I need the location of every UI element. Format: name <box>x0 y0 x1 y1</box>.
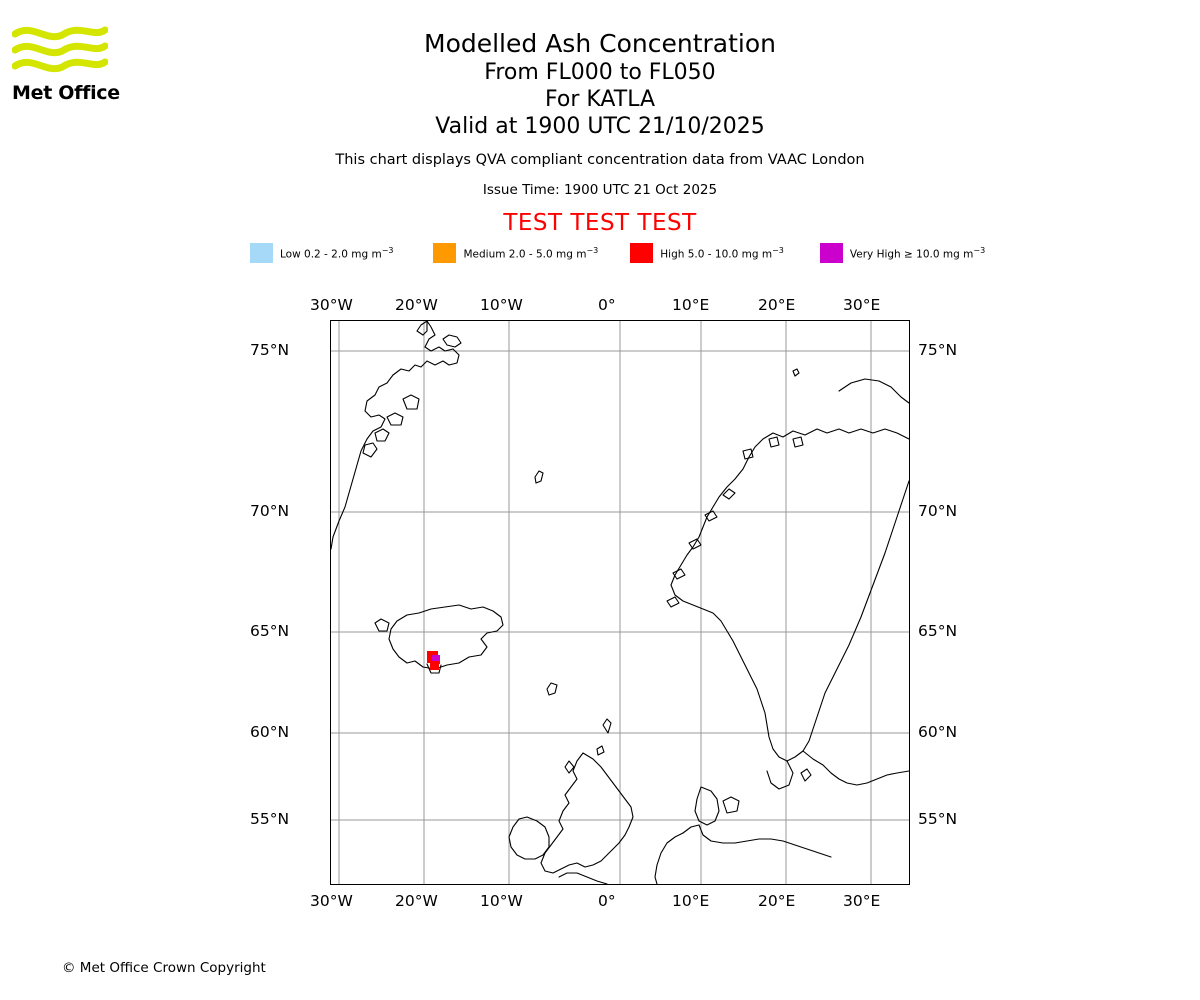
lon-tick-bottom-4: 10°E <box>672 892 710 910</box>
legend-swatch-very-high <box>820 243 843 263</box>
legend-label-very-high: Very High ≥ 10.0 mg $m^{-3}$ <box>849 245 986 261</box>
chart-header <box>0 28 1200 236</box>
qva-note: This chart displays QVA compliant concentration data from VAAC London <box>335 152 865 168</box>
legend-item-high <box>630 242 784 264</box>
test-banner: TEST TEST TEST <box>503 210 697 236</box>
lat-tick-right-3: 60°N <box>918 723 958 741</box>
legend-swatch-low <box>250 243 273 263</box>
lon-tick-bottom-3: 0° <box>598 892 616 910</box>
lon-tick-top-6: 30°E <box>843 296 881 314</box>
legend-label-medium: Medium 2.0 - 5.0 mg $m^{-3}$ <box>463 245 599 261</box>
lat-tick-right-2: 65°N <box>918 622 958 640</box>
lon-tick-bottom-0: 30°W <box>310 892 353 910</box>
lon-tick-bottom-5: 20°E <box>758 892 796 910</box>
ash-patch-high-2 <box>430 661 439 670</box>
lat-tick-right-4: 55°N <box>918 810 958 828</box>
lon-tick-bottom-1: 20°W <box>395 892 438 910</box>
lon-tick-top-5: 20°E <box>758 296 796 314</box>
lat-tick-left-2: 65°N <box>250 622 290 640</box>
lon-tick-top-4: 10°E <box>672 296 710 314</box>
copyright-text: © Met Office Crown Copyright <box>62 960 266 976</box>
ash-concentration-map <box>250 296 958 910</box>
legend-swatch-high <box>630 243 653 263</box>
legend-label-high: High 5.0 - 10.0 mg $m^{-3}$ <box>660 245 784 261</box>
volcano-name-line: For KATLA <box>545 87 655 112</box>
met-office-logo-text: Met Office <box>12 82 120 104</box>
legend-label-low: Low 0.2 - 2.0 mg $m^{-3}$ <box>280 245 394 261</box>
lon-tick-top-0: 30°W <box>310 296 353 314</box>
lon-tick-top-3: 0° <box>598 296 616 314</box>
legend-item-very-high <box>820 242 985 264</box>
valid-time-line: Valid at 1900 UTC 21/10/2025 <box>435 114 765 139</box>
map-plot-area[interactable] <box>330 320 910 885</box>
lat-tick-left-4: 55°N <box>250 810 290 828</box>
lon-tick-top-2: 10°W <box>480 296 523 314</box>
lat-tick-left-3: 60°N <box>250 723 290 741</box>
legend-item-low <box>250 242 393 264</box>
page-title: Modelled Ash Concentration <box>424 29 776 58</box>
lat-tick-right-1: 70°N <box>918 502 958 520</box>
lat-tick-left-0: 75°N <box>250 341 290 359</box>
lat-tick-left-1: 70°N <box>250 502 290 520</box>
lon-tick-top-1: 20°W <box>395 296 438 314</box>
concentration-legend <box>250 242 995 264</box>
legend-swatch-medium <box>433 243 456 263</box>
legend-item-medium <box>433 242 598 264</box>
lon-tick-bottom-6: 30°E <box>843 892 881 910</box>
lat-tick-right-0: 75°N <box>918 341 958 359</box>
map-geometry <box>331 321 909 884</box>
issue-time: Issue Time: 1900 UTC 21 Oct 2025 <box>482 182 718 198</box>
lon-tick-bottom-2: 10°W <box>480 892 523 910</box>
flight-level-range: From FL000 to FL050 <box>484 60 716 85</box>
